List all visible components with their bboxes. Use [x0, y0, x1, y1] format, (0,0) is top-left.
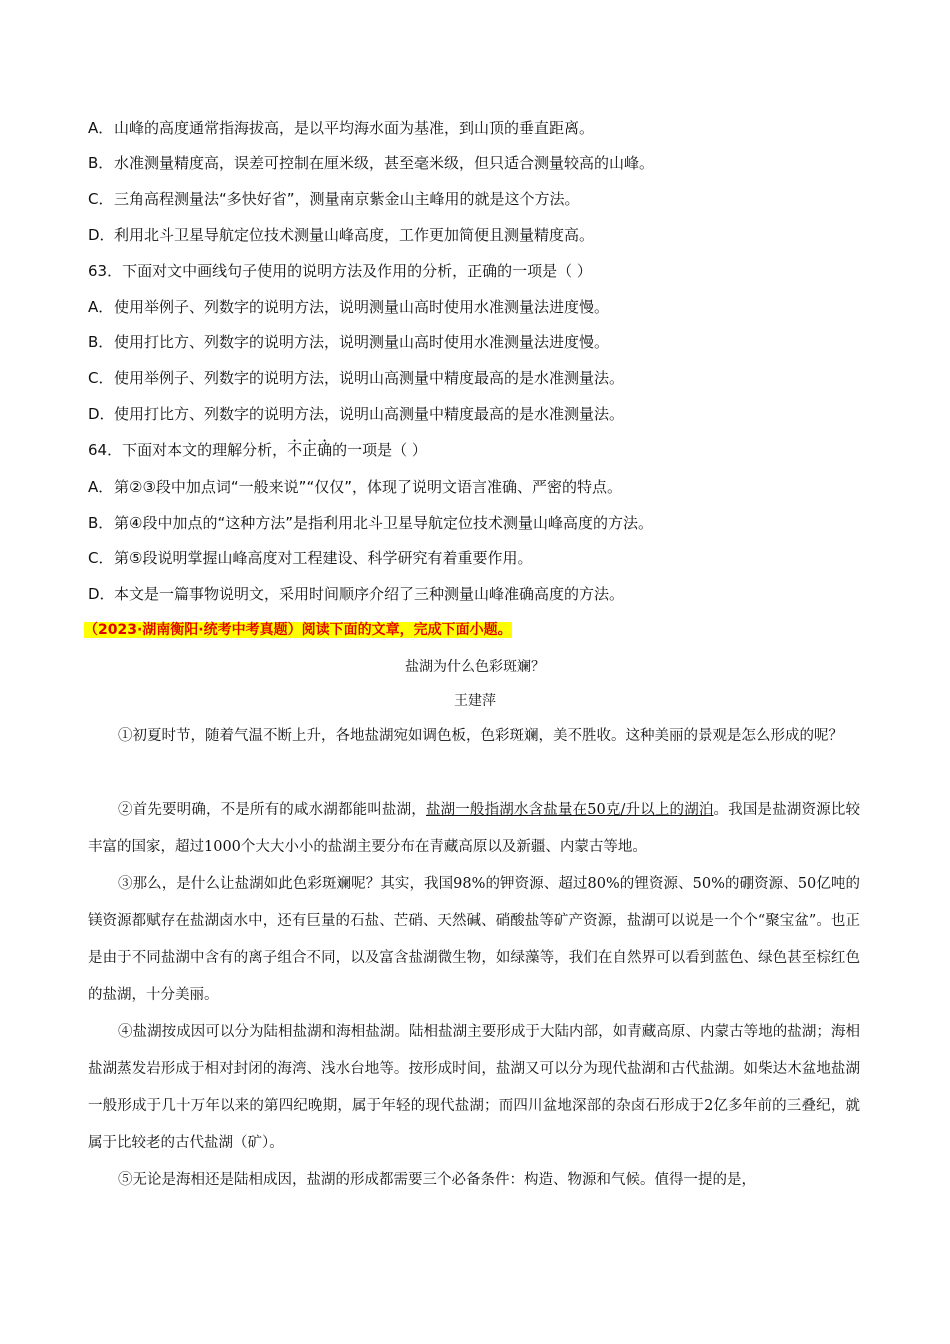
article-title: 盐湖为什么色彩斑斓？	[405, 659, 545, 675]
article-paragraph-3: ③那么，是什么让盐湖如此色彩斑斓呢？其实，我国98%的钾资源、超过80%的锂资源、50%的硼资源、50亿吨的镁资源都赋存在盐湖卤水中，还有巨量的石盐、芒硝、天然碱、硝酸盐等矿产资源，盐湖可以说是一个个“聚宝盆”。也正是由于不同盐湖中含有的离子组合不同，以及富含盐湖微生物，如绿藻等，我们在自然界可以看到蓝色、绿色甚至棕红色的盐湖，十分美丽。	[88, 876, 860, 1003]
q64-option-c: C．第⑤段说明掌握山峰高度对工程建设、科学研究有着重要作用。	[88, 549, 533, 567]
source-note: （2023·湖南衡阳·统考中考真题）阅读下面的文章，完成下面小题。	[84, 622, 512, 638]
emphasis-dot-char: 确	[317, 441, 333, 459]
q63-option-c: C．使用举例子、列数字的说明方法，说明山高测量中精度最高的是水准测量法。	[88, 369, 625, 387]
q63-option-a: A．使用举例子、列数字的说明方法，说明测量山高时使用水准测量法进度慢。	[88, 298, 610, 316]
article-paragraph-2: ②首先要明确，不是所有的咸水湖都能叫盐湖，盐湖一般指湖水含盐量在50克/升以上的湖泊。我国是盐湖资源比较丰富的国家，超过1000个大大小小的盐湖主要分布在青藏高原以及新疆、内蒙古等地。	[88, 802, 861, 855]
q64-option-a: A．第②③段中加点词“一般来说”“仅仅”，体现了说明文语言准确、严密的特点。	[88, 478, 622, 496]
article-paragraph-4: ④盐湖按成因可以分为陆相盐湖和海相盐湖。陆相盐湖主要形成于大陆内部，如青藏高原、内蒙古等地的盐湖；海相盐湖蒸发岩形成于相对封闭的海湾、浅水台地等。按形成时间，盐湖又可以分为现代盐湖和古代盐湖。如柴达木盆地盐湖一般形成于几十万年以来的第四纪晚期，属于年轻的现代盐湖；而四川盆地深部的杂卤石形成于2亿多年前的三叠纪，就属于比较老的古代盐湖（矿）。	[88, 1024, 860, 1151]
emphasis-dot-char: 正	[302, 441, 318, 459]
emphasis-dot-char: 不	[287, 441, 303, 459]
q64-emphasis-dotted	[287, 441, 332, 459]
q62-option-d: D．利用北斗卫星导航定位技术测量山峰高度，工作更加简便且测量精度高。	[88, 226, 595, 244]
q62-option-c: C．三角高程测量法“多快好省”，测量南京紫金山主峰用的就是这个方法。	[88, 190, 580, 208]
q63-option-b: B．使用打比方、列数字的说明方法，说明测量山高时使用水准测量法进度慢。	[88, 333, 610, 351]
q63-option-d: D．使用打比方、列数字的说明方法，说明山高测量中精度最高的是水准测量法。	[88, 405, 625, 423]
q63-stem: 63．下面对文中画线句子使用的说明方法及作用的分析，正确的一项是（ ）	[88, 262, 592, 280]
q64-stem: 64．下面对本文的理解分析，不正确的一项是（ ）	[88, 441, 427, 459]
article-paragraph-1: ①初夏时节，随着气温不断上升，各地盐湖宛如调色板，色彩斑斓，美不胜收。这种美丽的景观是怎么形成的呢？	[118, 728, 843, 744]
q62-option-b: B．水准测量精度高，误差可控制在厘米级，甚至毫米级，但只适合测量较高的山峰。	[88, 154, 655, 172]
article-author: 王建萍	[454, 693, 496, 709]
q64-option-b: B．第④段中加点的“这种方法”是指利用北斗卫星导航定位技术测量山峰高度的方法。	[88, 514, 653, 532]
article-paragraph-5: ⑤无论是海相还是陆相成因，盐湖的形成都需要三个必备条件：构造、物源和气候。值得一提的是，	[118, 1172, 756, 1188]
underlined-sentence: 盐湖一般指湖水含盐量在50克/升以上的湖泊	[425, 802, 714, 818]
q64-option-d: D．本文是一篇事物说明文，采用时间顺序介绍了三种测量山峰准确高度的方法。	[88, 585, 625, 603]
q62-option-a: A．山峰的高度通常指海拔高，是以平均海水面为基准，到山顶的垂直距离。	[88, 119, 595, 137]
